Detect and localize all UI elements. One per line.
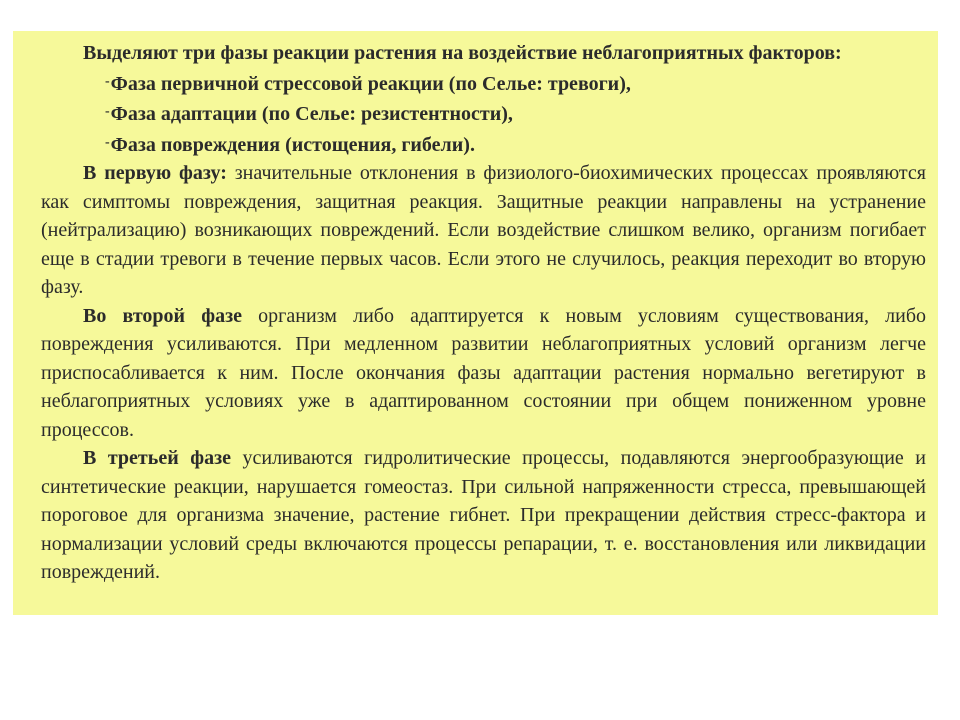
paragraph-text: усиливаются гидролитические процессы, подавляются энергообразующие и синтетические реакции, нарушается гомеостаз. При сильной напряженности стресса, превышающей пороговое для организма значение, растение гибнет. При прекращении действия стресс-фактора и нормализации условий среды включаются процессы репарации, т. е. восстановления или ликвидации повреждений. bbox=[41, 447, 926, 583]
phase-label: Фаза адаптации (по Селье: резистентности), bbox=[110, 103, 513, 125]
dash-marker: - bbox=[105, 73, 110, 89]
phase-three-paragraph bbox=[41, 444, 926, 587]
phase-list-item bbox=[41, 98, 926, 129]
phase-one-paragraph bbox=[41, 159, 926, 302]
paragraph-lead: Во второй фазе bbox=[83, 304, 242, 327]
phase-list-item bbox=[41, 129, 926, 160]
paragraph-text: значительные отклонения в физиолого-биохимических процессах проявляются как симптомы повреждения, защитная реакция. Защитные реакции направлены на устранение (нейтрализацию) возникающих повреждений. Если воздействие слишком велико, организм погибает еще в стадии тревоги в течение первых часов. Если этого не случилось, реакция переходит во вторую фазу. bbox=[41, 162, 926, 298]
paragraph-text: организм либо адаптируется к новым условиям существования, либо повреждения усиливаются. При медленном развитии неблагоприятных условий организм легче приспосабливается к ним. После окончания фазы адаптации растения нормально вегетируют в неблагоприятных условиях уже в адаптированном состоянии при общем пониженном уровне процессов. bbox=[41, 304, 926, 441]
paragraph-lead: В третьей фазе bbox=[83, 447, 231, 469]
phase-list-item bbox=[41, 68, 926, 99]
text-panel bbox=[13, 31, 938, 615]
phase-label: Фаза повреждения (истощения, гибели). bbox=[110, 133, 475, 156]
intro-heading: Выделяют три фазы реакции растения на воздействие неблагоприятных факторов: bbox=[83, 42, 842, 64]
dash-marker: - bbox=[105, 104, 110, 119]
paragraph-lead: В первую фазу: bbox=[83, 162, 227, 184]
phase-two-paragraph bbox=[41, 302, 926, 445]
phase-label: Фаза первичной стрессовой реакции (по Селье: тревоги), bbox=[110, 72, 631, 95]
dash-marker: - bbox=[105, 134, 110, 150]
